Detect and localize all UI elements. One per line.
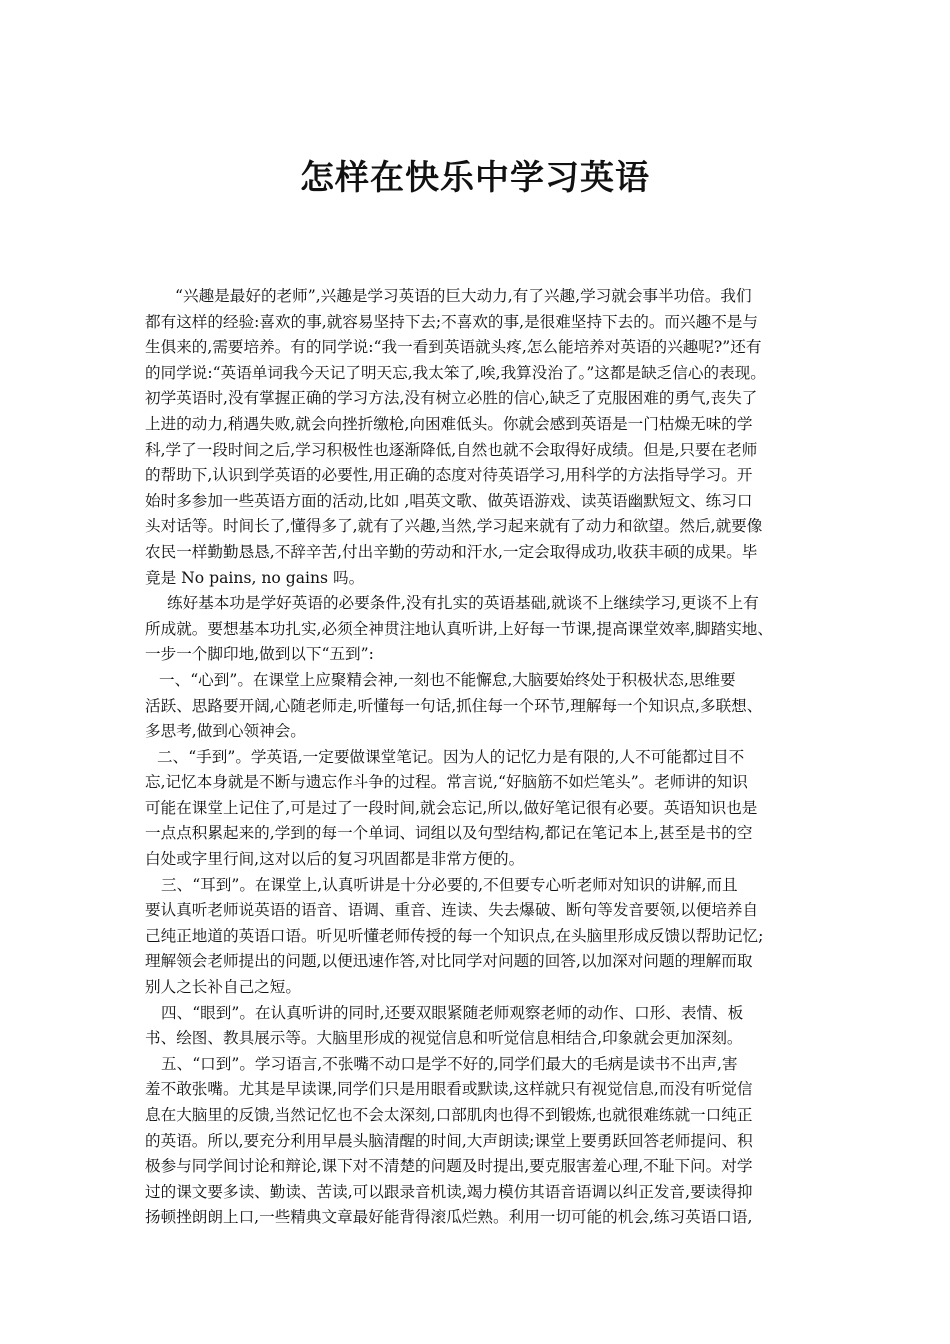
body-line: 生俱来的,需要培养。有的同学说:“我一看到英语就头疼,怎么能培养对英语的兴趣呢?”还有	[145, 338, 762, 357]
body-line: 农民一样勤勤恳恳,不辞辛苦,付出辛勤的劳动和汗水,一定会取得成功,收获丰硕的成果。毕	[145, 542, 758, 561]
body-line: 竟是 No pains, no gains 吗。	[145, 568, 365, 587]
body-line: 一步一个脚印地,做到以下“五到”:	[145, 645, 374, 664]
body-line: 四、“眼到”。在认真听讲的同时,还要双眼紧随老师观察老师的动作、口形、表情、板	[161, 1003, 744, 1022]
body-line: 的英语。所以,要充分利用早晨头脑清醒的时间,大声朗读;课堂上要勇跃回答老师提问、积	[145, 1131, 753, 1150]
body-line: 白处或字里行间,这对以后的复习巩固都是非常方便的。	[145, 850, 525, 869]
body-line: 五、“口到”。学习语言,不张嘴不动口是学不好的,同学们最大的毛病是读书不出声,害	[161, 1054, 738, 1073]
body-line: 所成就。要想基本功扎实,必须全神贯注地认真听讲,上好每一节课,提高课堂效率,脚踏实地、	[145, 619, 773, 638]
body-line: 上进的动力,稍遇失败,就会向挫折缴枪,向困难低头。你就会感到英语是一门枯燥无味的学	[145, 414, 753, 433]
body-line: 活跃、思路要开阔,心随老师走,听懂每一句话,抓住每一个环节,理解每一个知识点,多联想、	[145, 696, 763, 715]
body-line: 一、“心到”。在课堂上应聚精会神,一刻也不能懈怠,大脑要始终处于积极状态,思维要	[159, 670, 736, 689]
body-line: 己纯正地道的英语口语。听见听懂老师传授的每一个知识点,在头脑里形成反馈以帮助记忆;	[145, 926, 764, 945]
body-line: 理解领会老师提出的问题,以便迅速作答,对比同学对问题的回答,以加深对问题的理解而取	[145, 952, 753, 971]
document-body	[145, 284, 815, 1231]
body-line: 要认真听老师说英语的语音、语调、重音、连读、失去爆破、断句等发音要领,以便培养自	[145, 901, 759, 920]
body-line: 初学英语时,没有掌握正确的学习方法,没有树立必胜的信心,缺乏了克服困难的勇气,丧失了	[145, 389, 758, 408]
body-line: 练好基本功是学好英语的必要条件,没有扎实的英语基础,就谈不上继续学习,更谈不上有	[167, 594, 759, 613]
body-line: 始时多参加一些英语方面的活动,比如 ,唱英文歌、做英语游戏、读英语幽默短文、练习口	[145, 491, 753, 510]
body-line: 的帮助下,认识到学英语的必要性,用正确的态度对待英语学习,用科学的方法指导学习。开	[145, 466, 753, 485]
body-line: 书、绘图、教具展示等。大脑里形成的视觉信息和听觉信息相结合,印象就会更加深刻。	[145, 1029, 743, 1048]
body-line: 一点点积累起来的,学到的每一个单词、词组以及句型结构,都记在笔记本上,甚至是书的空	[145, 824, 753, 843]
body-line: 头对话等。时间长了,懂得多了,就有了兴趣,当然,学习起来就有了动力和欲望。然后,就要像	[145, 517, 763, 536]
document-title: 怎样在快乐中学习英语	[300, 158, 650, 198]
body-line: “兴趣是最好的老师”,兴趣是学习英语的巨大动力,有了兴趣,学习就会事半功倍。我们	[175, 287, 752, 305]
body-line: 别人之长补自己之短。	[145, 978, 301, 997]
body-line: 极参与同学间讨论和辩论,课下对不清楚的问题及时提出,要克服害羞心理,不耻下问。对学	[145, 1157, 753, 1176]
body-line: 可能在课堂上记住了,可是过了一段时间,就会忘记,所以,做好笔记很有必要。英语知识也是	[145, 798, 758, 817]
body-line: 二、“手到”。学英语,一定要做课堂笔记。因为人的记忆力是有限的,人不可能都过目不	[157, 747, 745, 766]
body-line: 科,学了一段时间之后,学习积极性也逐渐降低,自然也就不会取得好成绩。但是,只要在老师	[145, 440, 758, 459]
body-line: 的同学说:“英语单词我今天记了明天忘,我太笨了,唉,我算没治了。”这都是缺乏信心的表现。	[145, 363, 766, 382]
body-line: 多思考,做到心领神会。	[145, 722, 306, 741]
body-line: 过的课文要多读、勤读、苦读,可以跟录音机读,竭力模仿其语音语调以纠正发音,要读得抑	[145, 1182, 753, 1201]
body-line: 都有这样的经验:喜欢的事,就容易坚持下去;不喜欢的事,是很难坚持下去的。而兴趣不是与	[145, 312, 758, 331]
body-line: 扬顿挫朗朗上口,一些精典文章最好能背得滚瓜烂熟。利用一切可能的机会,练习英语口语,	[145, 1208, 753, 1227]
body-line: 忘,记忆本身就是不断与遗忘作斗争的过程。常言说,“好脑筋不如烂笔头”。老师讲的知识	[145, 773, 748, 792]
body-line: 三、“耳到”。在课堂上,认真听讲是十分必要的,不但要专心听老师对知识的讲解,而且	[161, 875, 738, 894]
body-line: 羞不敢张嘴。尤其是早读课,同学们只是用眼看或默读,这样就只有视觉信息,而没有听觉信	[145, 1080, 753, 1099]
body-line: 息在大脑里的反馈,当然记忆也不会太深刻,口部肌肉也得不到锻炼,也就很难练就一口纯正	[145, 1106, 753, 1124]
